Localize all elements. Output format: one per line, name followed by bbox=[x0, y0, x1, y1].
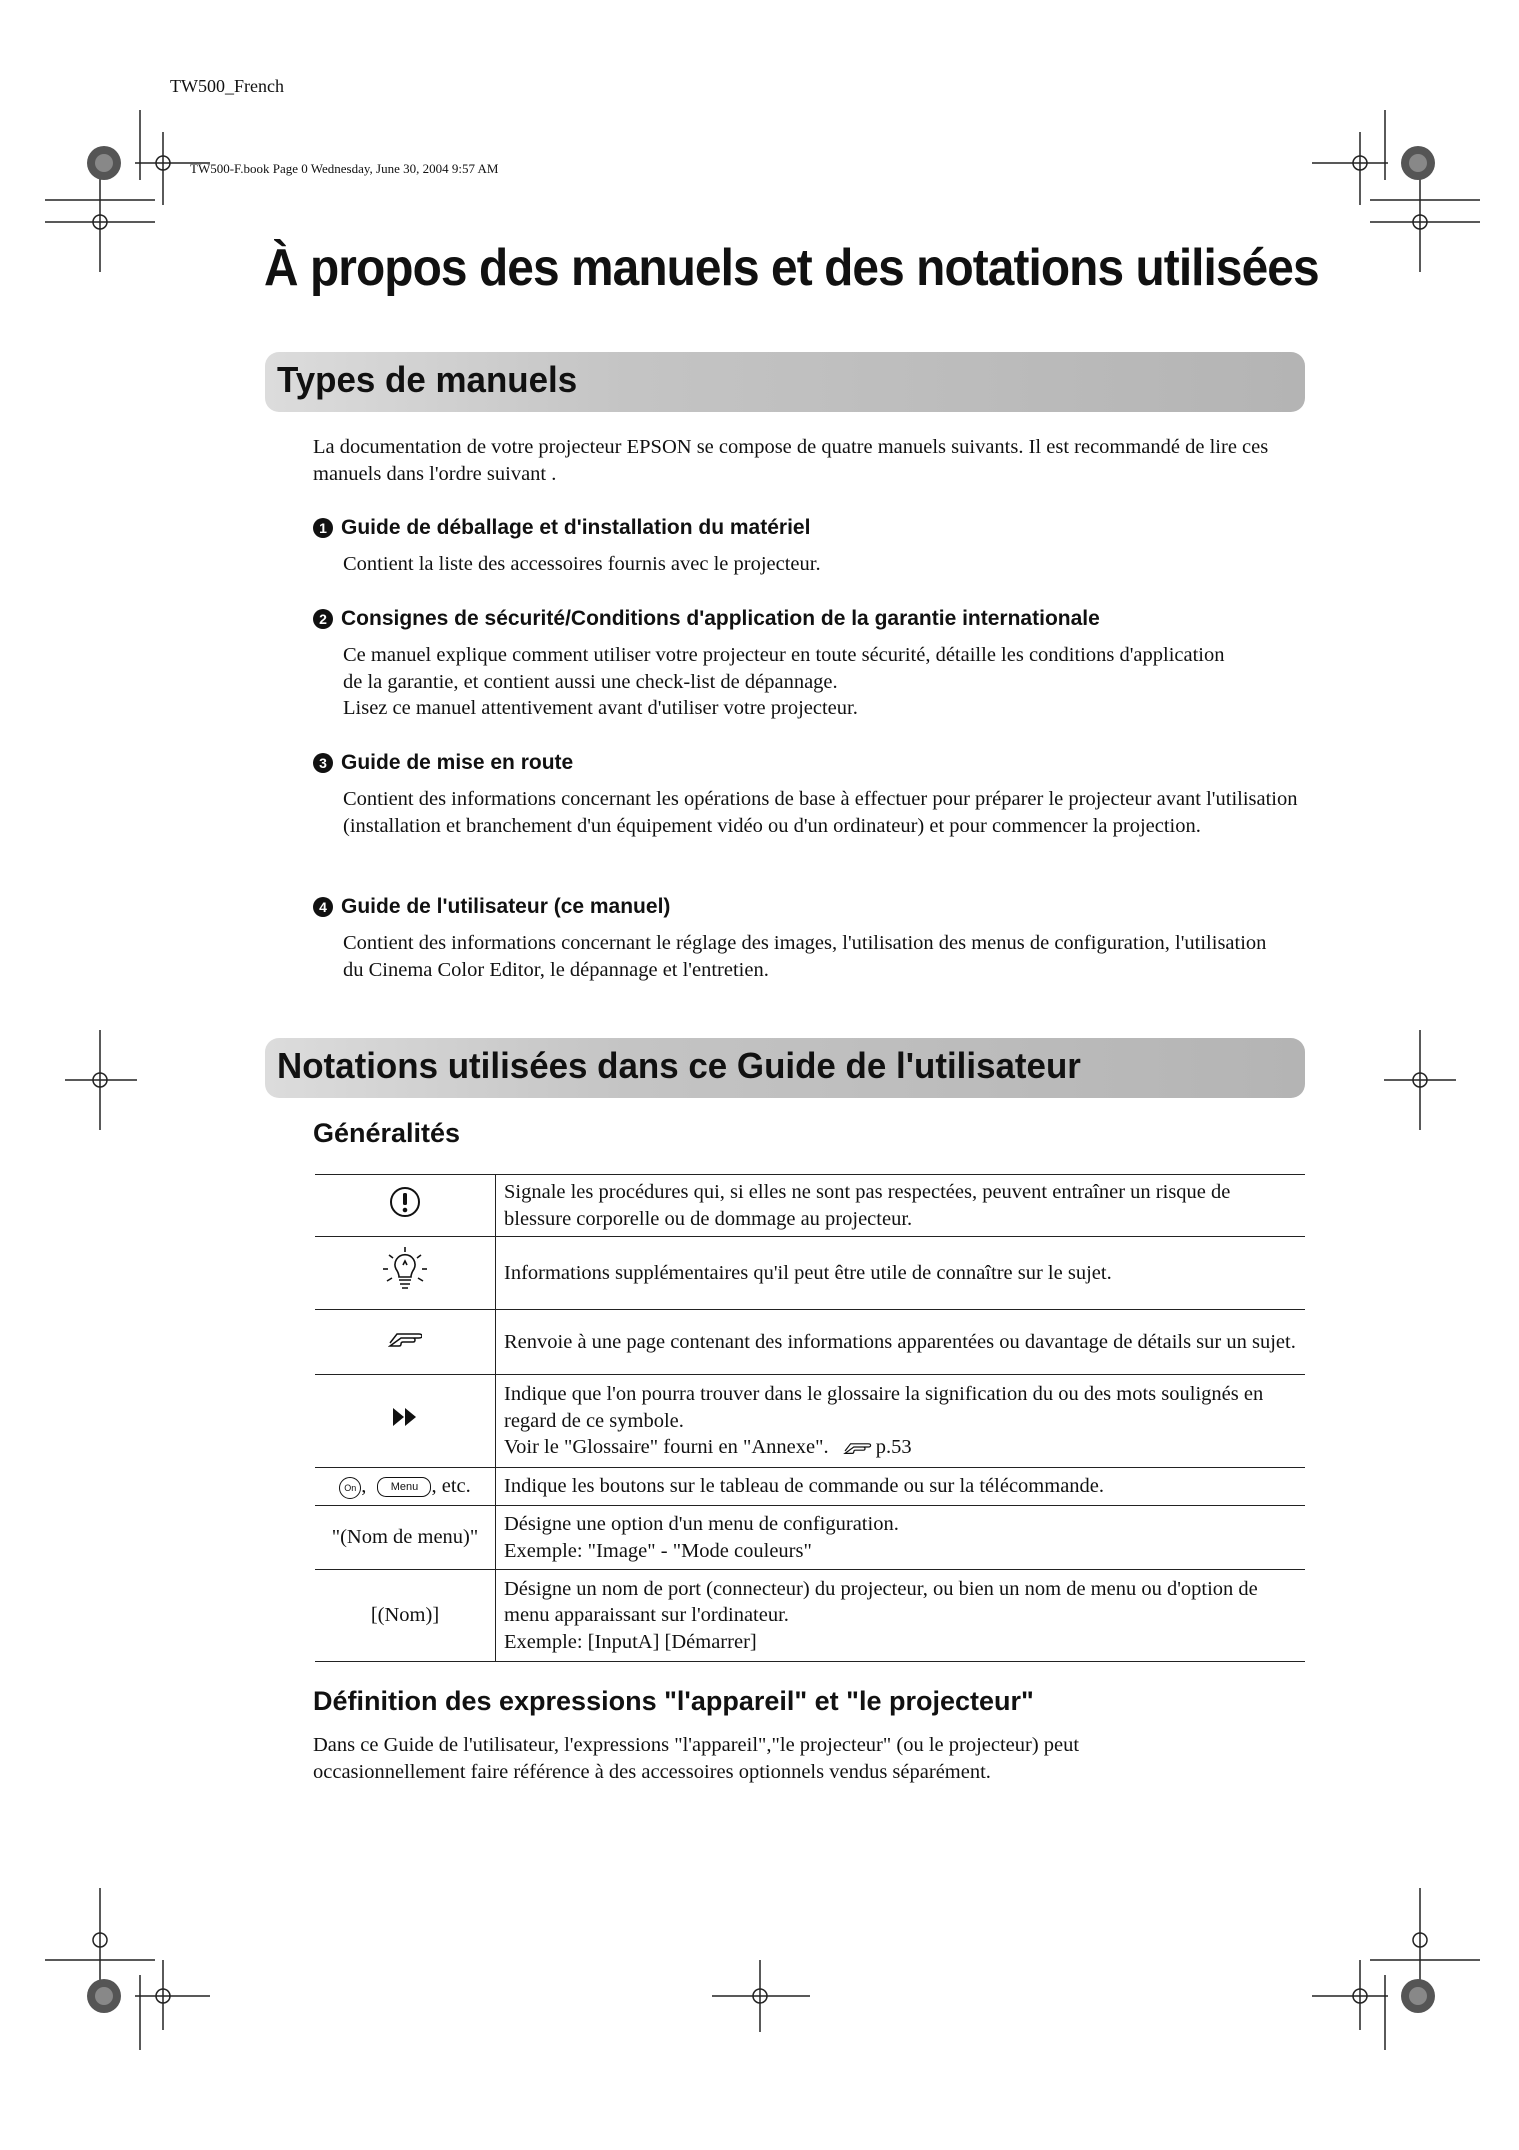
manual-item-title: 3 Guide de mise en route bbox=[313, 751, 573, 775]
book-info: TW500-F.book Page 0 Wednesday, June 30, 2004 9:57 AM bbox=[190, 161, 499, 176]
table-row bbox=[315, 1175, 1305, 1237]
glossary-arrow-icon bbox=[391, 1406, 419, 1428]
pointing-hand-icon bbox=[842, 1439, 872, 1455]
table-cell: Indique les boutons sur le tableau de commande ou sur la télécommande. bbox=[496, 1468, 1306, 1506]
manual-item-body: Contient des informations concernant les opérations de base à effectuer pour préparer le projecteur avant l'utilisation (installation et branchement d'un équipement vidéo ou d'un ordinateur) et pour commencer la projection. bbox=[343, 788, 1298, 837]
table-cell: Désigne un nom de port (connecteur) du projecteur, ou bien un nom de menu ou d'option de menu apparaissant sur l'ordinateur. Exemple: [InputA] [Démarrer] bbox=[496, 1570, 1306, 1662]
menu-button-glyph: Menu bbox=[377, 1477, 431, 1497]
section-heading-types bbox=[265, 352, 1305, 412]
manual-item-title: 4 Guide de l'utilisateur (ce manuel) bbox=[313, 895, 670, 919]
table-row bbox=[315, 1570, 1305, 1662]
table-cell: Renvoie à une page contenant des informations apparentées ou davantage de détails sur un sujet. bbox=[496, 1310, 1306, 1375]
on-button-glyph: On bbox=[339, 1477, 361, 1499]
table-cell: Indique que l'on pourra trouver dans le glossaire la signification du ou des mots soulignés en regard de ce symbole. Voir le "Glossaire" fourni en "Annexe". p.53 bbox=[496, 1375, 1306, 1468]
table-row: On , Menu , etc. Indique les boutons sur le tableau de commande ou sur la télécommande. bbox=[315, 1468, 1305, 1506]
page-reference[interactable]: p.53 bbox=[875, 1436, 912, 1459]
section-heading-notations bbox=[265, 1038, 1305, 1098]
pointing-hand-icon bbox=[388, 1328, 422, 1348]
intro-paragraph: La documentation de votre projecteur EPSON se compose de quatre manuels suivants. Il est recommandé de lire ces manuels dans l'ordre suivant . bbox=[313, 436, 1269, 485]
tip-bulb-icon bbox=[379, 1243, 431, 1295]
symbol-name: [(Nom)] bbox=[315, 1570, 496, 1662]
manual-item-title: 1 Guide de déballage et d'installation du matériel bbox=[313, 516, 810, 540]
table-row bbox=[315, 1506, 1305, 1570]
table-row bbox=[315, 1375, 1305, 1468]
table-cell: Signale les procédures qui, si elles ne sont pas respectées, peuvent entraîner un risque de blessure corporelle ou de dommage au projecteur. bbox=[496, 1175, 1306, 1237]
table-row bbox=[315, 1310, 1305, 1375]
subheading-definition: Définition des expressions "l'appareil" et "le projecteur" bbox=[313, 1686, 1034, 1716]
table-cell: Désigne une option d'un menu de configuration. Exemple: "Image" - "Mode couleurs" bbox=[496, 1506, 1306, 1570]
section-heading-text: Types de manuels bbox=[277, 359, 578, 400]
manual-item-body: Ce manuel explique comment utiliser votre projecteur en toute sécurité, détaille les conditions d'application de la garantie, et contient aussi une check-list de dépannage. Lisez ce manuel attentivement avant d'utiliser votre projecteur. bbox=[343, 644, 1225, 719]
manual-item-title: 2 Consignes de sécurité/Conditions d'application de la garantie internationale bbox=[313, 607, 1100, 631]
section-heading-text: Notations utilisées dans ce Guide de l'utilisateur bbox=[277, 1045, 1081, 1086]
table-cell: Informations supplémentaires qu'il peut être utile de connaître sur le sujet. bbox=[496, 1237, 1306, 1310]
table-row bbox=[315, 1237, 1305, 1310]
page-title: À propos des manuels et des notations utilisées bbox=[264, 239, 1319, 297]
manual-item-body: Contient la liste des accessoires fournis avec le projecteur. bbox=[343, 553, 821, 575]
caution-icon bbox=[388, 1185, 422, 1219]
subheading-generalites: Généralités bbox=[313, 1118, 461, 1148]
symbol-menu-name: "(Nom de menu)" bbox=[315, 1506, 496, 1570]
notation-table bbox=[315, 1174, 1305, 1662]
doc-label: TW500_French bbox=[170, 76, 284, 96]
definition-paragraph: Dans ce Guide de l'utilisateur, l'expressions "l'appareil","le projecteur" (ou le projecteur) peut occasionnellement faire référence à des accessoires optionnels vendus séparément. bbox=[313, 1734, 1080, 1783]
manual-item-body: Contient des informations concernant le réglage des images, l'utilisation des menus de configuration, l'utilisation du Cinema Color Editor, le dépannage et l'entretien. bbox=[343, 932, 1267, 981]
